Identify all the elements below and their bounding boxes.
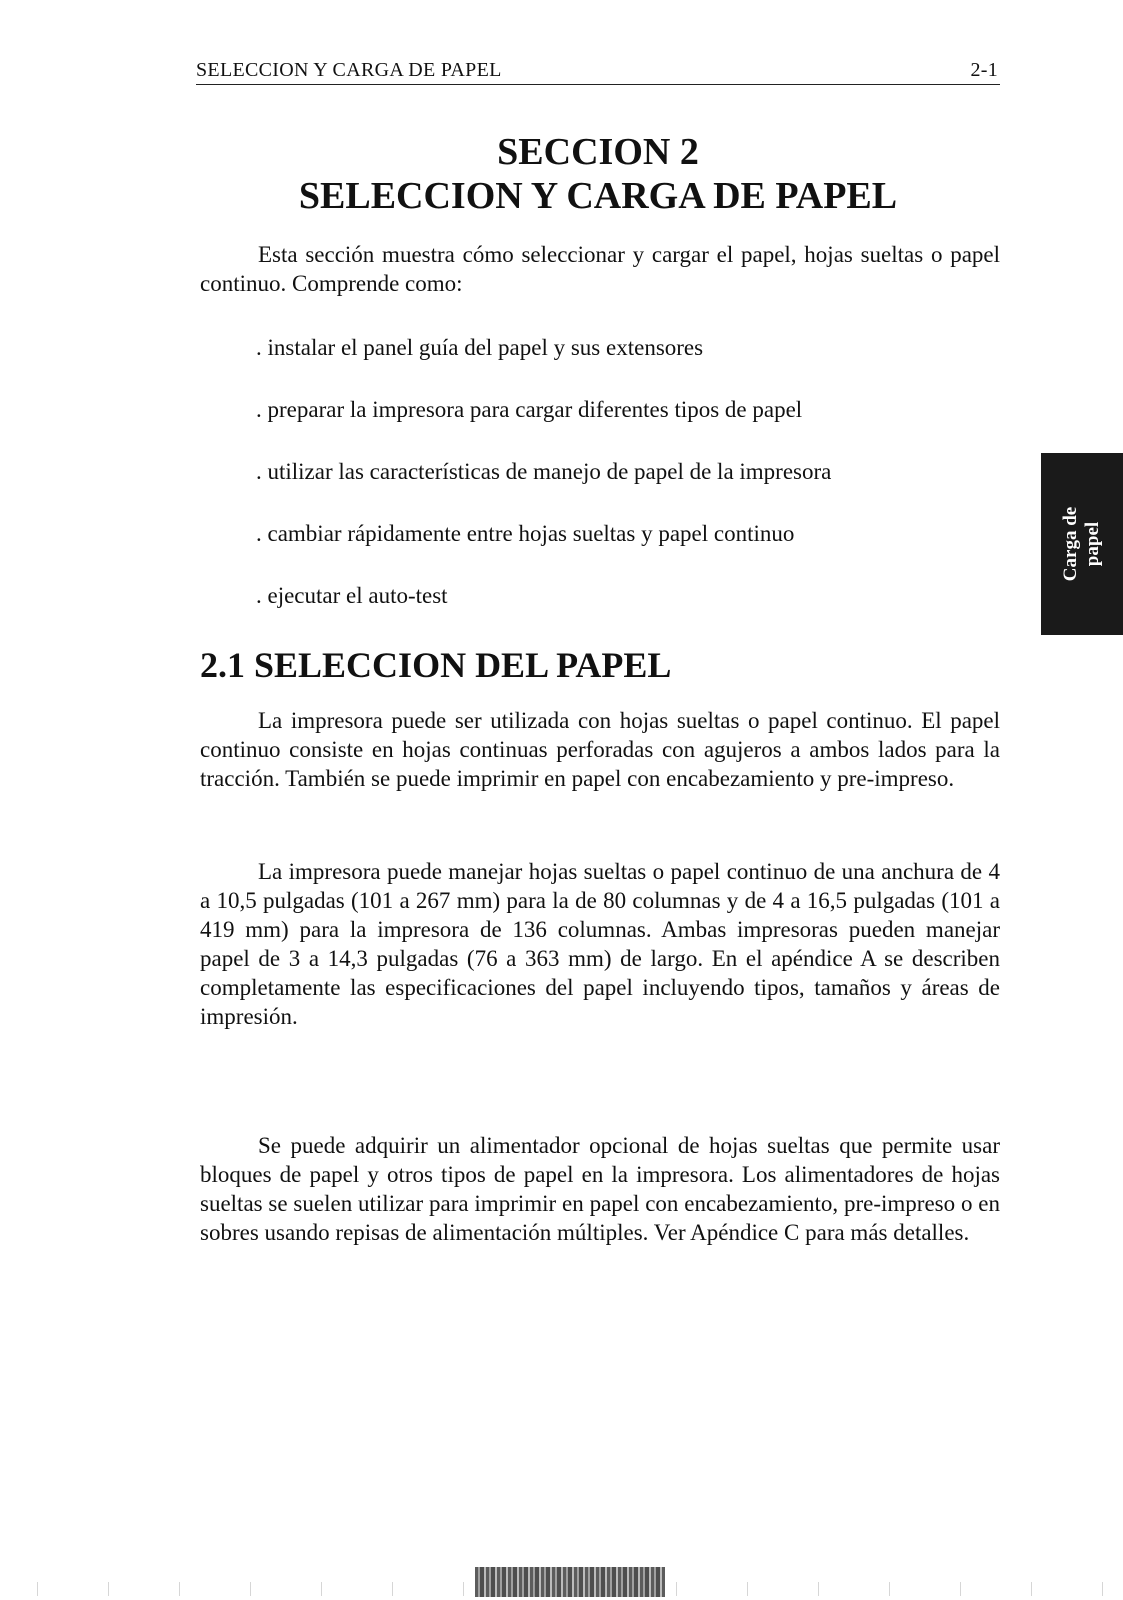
scan-artifact (475, 1567, 665, 1597)
paragraph: La impresora puede manejar hojas sueltas o papel continuo de una anchura de 4 a 10,5 pulgadas (101 a 267 mm) para la de 80 columnas y de 4 a 16,5 pulgadas (101 a 419 mm) para la impresora de 136 columnas. Ambas impresoras pueden manejar papel de 3 a 14,3 pulgadas (76 a 363 mm) de largo. En el apéndice A se describen completamente las especificaciones del papel incluyendo tipos, tamaños y áreas de impresión. (200, 859, 1000, 1029)
section-title (196, 130, 1000, 218)
list-item: . ejecutar el auto-test (256, 581, 1016, 611)
intro-paragraph: Esta sección muestra cómo seleccionar y cargar el papel, hojas sueltas o papel continuo. Comprende como: (200, 242, 1000, 296)
thumb-label-line: papel (1082, 521, 1103, 567)
chapter-thumb-label (1060, 507, 1104, 581)
page-number: 2-1 (970, 59, 998, 81)
list-item: . cambiar rápidamente entre hojas sueltas y papel continuo (256, 519, 1016, 549)
subsection-heading: 2.1 SELECCION DEL PAPEL (200, 645, 672, 685)
section-name: SELECCION Y CARGA DE PAPEL (298, 175, 898, 217)
thumb-label-line: Carga de (1060, 506, 1081, 582)
list-item: . instalar el panel guía del papel y sus extensores (256, 333, 1016, 363)
paragraph: Se puede adquirir un alimentador opcional de hojas sueltas que permite usar bloques de papel y otros tipos de papel en la impresora. Los alimentadores de hojas sueltas se suelen utilizar para imprimir en papel con encabezamiento, pre-impreso o en sobres usando repisas de alimentación múltiples. Ver Apéndice C para más detalles. (200, 1133, 1000, 1245)
list-item: . preparar la impresora para cargar diferentes tipos de papel (256, 395, 1016, 425)
list-item: . utilizar las características de manejo de papel de la impresora (256, 457, 1016, 487)
topic-list (256, 333, 1016, 643)
running-header-title: SELECCION Y CARGA DE PAPEL (196, 59, 502, 81)
chapter-thumb-tab (1041, 453, 1123, 635)
paragraph: La impresora puede ser utilizada con hojas sueltas o papel continuo. El papel continuo consiste en hojas continuas perforadas con agujeros a ambos lados para la tracción. También se puede imprimir en papel con encabezamiento y pre-impreso. (200, 708, 1000, 791)
running-header (196, 58, 1000, 85)
section-number: SECCION 2 (497, 131, 699, 173)
